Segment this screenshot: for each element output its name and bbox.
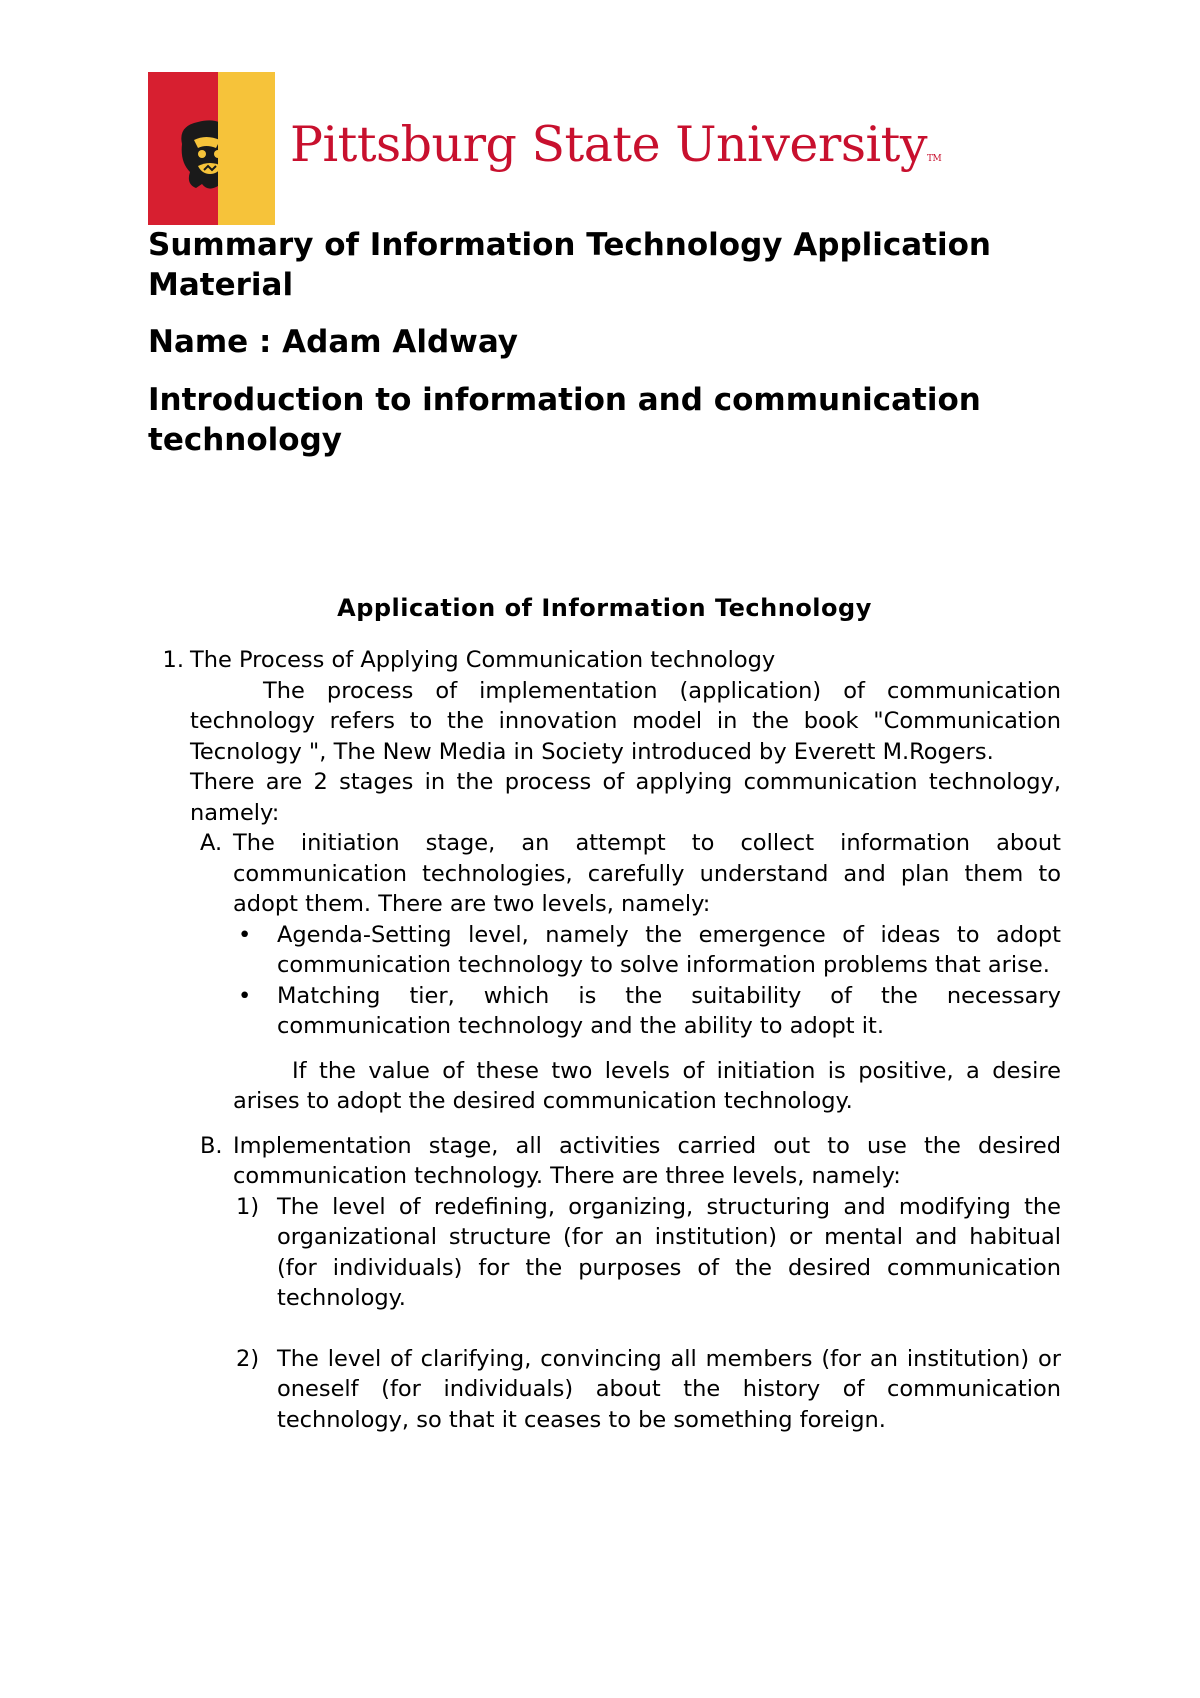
stages-paragraph: There are 2 stages in the process of applying communication technology, namely: [190, 769, 1061, 826]
logo-red-panel [148, 72, 218, 225]
bullet-icon: • [238, 921, 252, 948]
stage-a-text: The initiation stage, an attempt to collect information about communication technologies, carefully understand and plan them to adopt them. There are two levels, namely: [233, 830, 1061, 917]
level-text: The level of clarifying, convincing all members (for an institution) or oneself (for individuals) about the history of communication technology, so that it ceases to be something foreign. [277, 1345, 1061, 1433]
list-item [233, 981, 1061, 1042]
document-body [148, 645, 1061, 1435]
list-item-title: The Process of Applying Communication technology [190, 647, 776, 673]
list-number: 1. [162, 647, 184, 673]
bullet-text: Agenda-Setting level, namely the emergence of ideas to adopt communication technology to solve information problems that arise. [277, 921, 1061, 978]
list-item [233, 1344, 1061, 1436]
level-number: 2) [236, 1345, 260, 1372]
list-item [233, 1192, 1061, 1314]
university-name: Pittsburg State University [290, 116, 928, 173]
bullet-icon: • [238, 982, 252, 1009]
logo-gold-panel [218, 72, 275, 225]
bullet-text: Matching tier, which is the suitability of the necessary communication technology and the ability to adopt it. [277, 982, 1061, 1039]
course-title: Introduction to information and communication technology [148, 382, 981, 458]
stage-b-label: B. [200, 1132, 223, 1159]
stage-a-label: A. [200, 830, 223, 856]
document-title: Summary of Information Technology Application Material [148, 227, 991, 303]
level-number: 1) [236, 1193, 260, 1220]
trademark-mark: TM [927, 154, 942, 164]
stage-a [190, 828, 1061, 920]
intro-paragraph: The process of implementation (application) of communication technology refers to the innovation model in the book "Communication Tecnology ", The New Media in Society introduced by Everett M.Rogers. [190, 677, 1061, 765]
section-heading: Application of Information Technology [337, 594, 872, 622]
university-wordmark [290, 116, 941, 173]
list-item-1 [148, 645, 1061, 676]
list-item [233, 920, 1061, 981]
initiation-conclusion: If the value of these two levels of initiation is positive, a desire arises to adopt the desired communication technology. [233, 1057, 1061, 1114]
stage-b-text: Implementation stage, all activities carried out to use the desired communication technology. There are three levels, namely: [233, 1132, 1061, 1189]
initiation-levels-list [233, 920, 1061, 1042]
author-name: Name : Adam Aldway [148, 324, 518, 360]
level-text: The level of redefining, organizing, structuring and modifying the organizational structure (for an institution) or mental and habitual (for individuals) for the purposes of the desired communication technology. [277, 1193, 1061, 1311]
implementation-levels-list [233, 1192, 1061, 1436]
university-logo [148, 72, 275, 225]
stage-b [190, 1131, 1061, 1192]
